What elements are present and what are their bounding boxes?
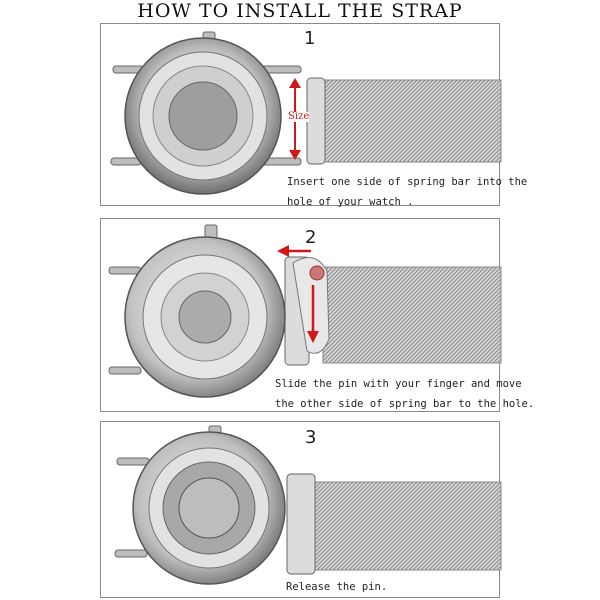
caption-line: hole of your watch . [287, 196, 414, 208]
step-number: 2 [305, 227, 317, 248]
step-1-panel [100, 23, 528, 208]
step-caption [286, 577, 387, 597]
step-caption [275, 374, 534, 414]
mesh-strap [313, 482, 501, 570]
caption-line: the other side of spring bar to the hole. [275, 398, 535, 410]
step-number: 3 [305, 427, 317, 448]
strap-buckle-end [307, 78, 325, 164]
step-2-panel [100, 218, 535, 412]
caption-line: Release the pin. [286, 581, 388, 593]
size-annotation: Size [288, 111, 310, 122]
step-3-panel [100, 421, 500, 598]
mesh-strap [319, 80, 501, 162]
step-caption [287, 172, 527, 212]
step-3-illustration [101, 422, 501, 599]
caption-line: Insert one side of spring bar into the [287, 176, 528, 188]
caption-line: Slide the pin with your finger and move [275, 378, 522, 390]
mesh-strap [323, 267, 501, 363]
page-title: HOW TO INSTALL THE STRAP [137, 0, 463, 22]
strap-buckle-end [287, 474, 315, 574]
step-number: 1 [304, 28, 316, 49]
